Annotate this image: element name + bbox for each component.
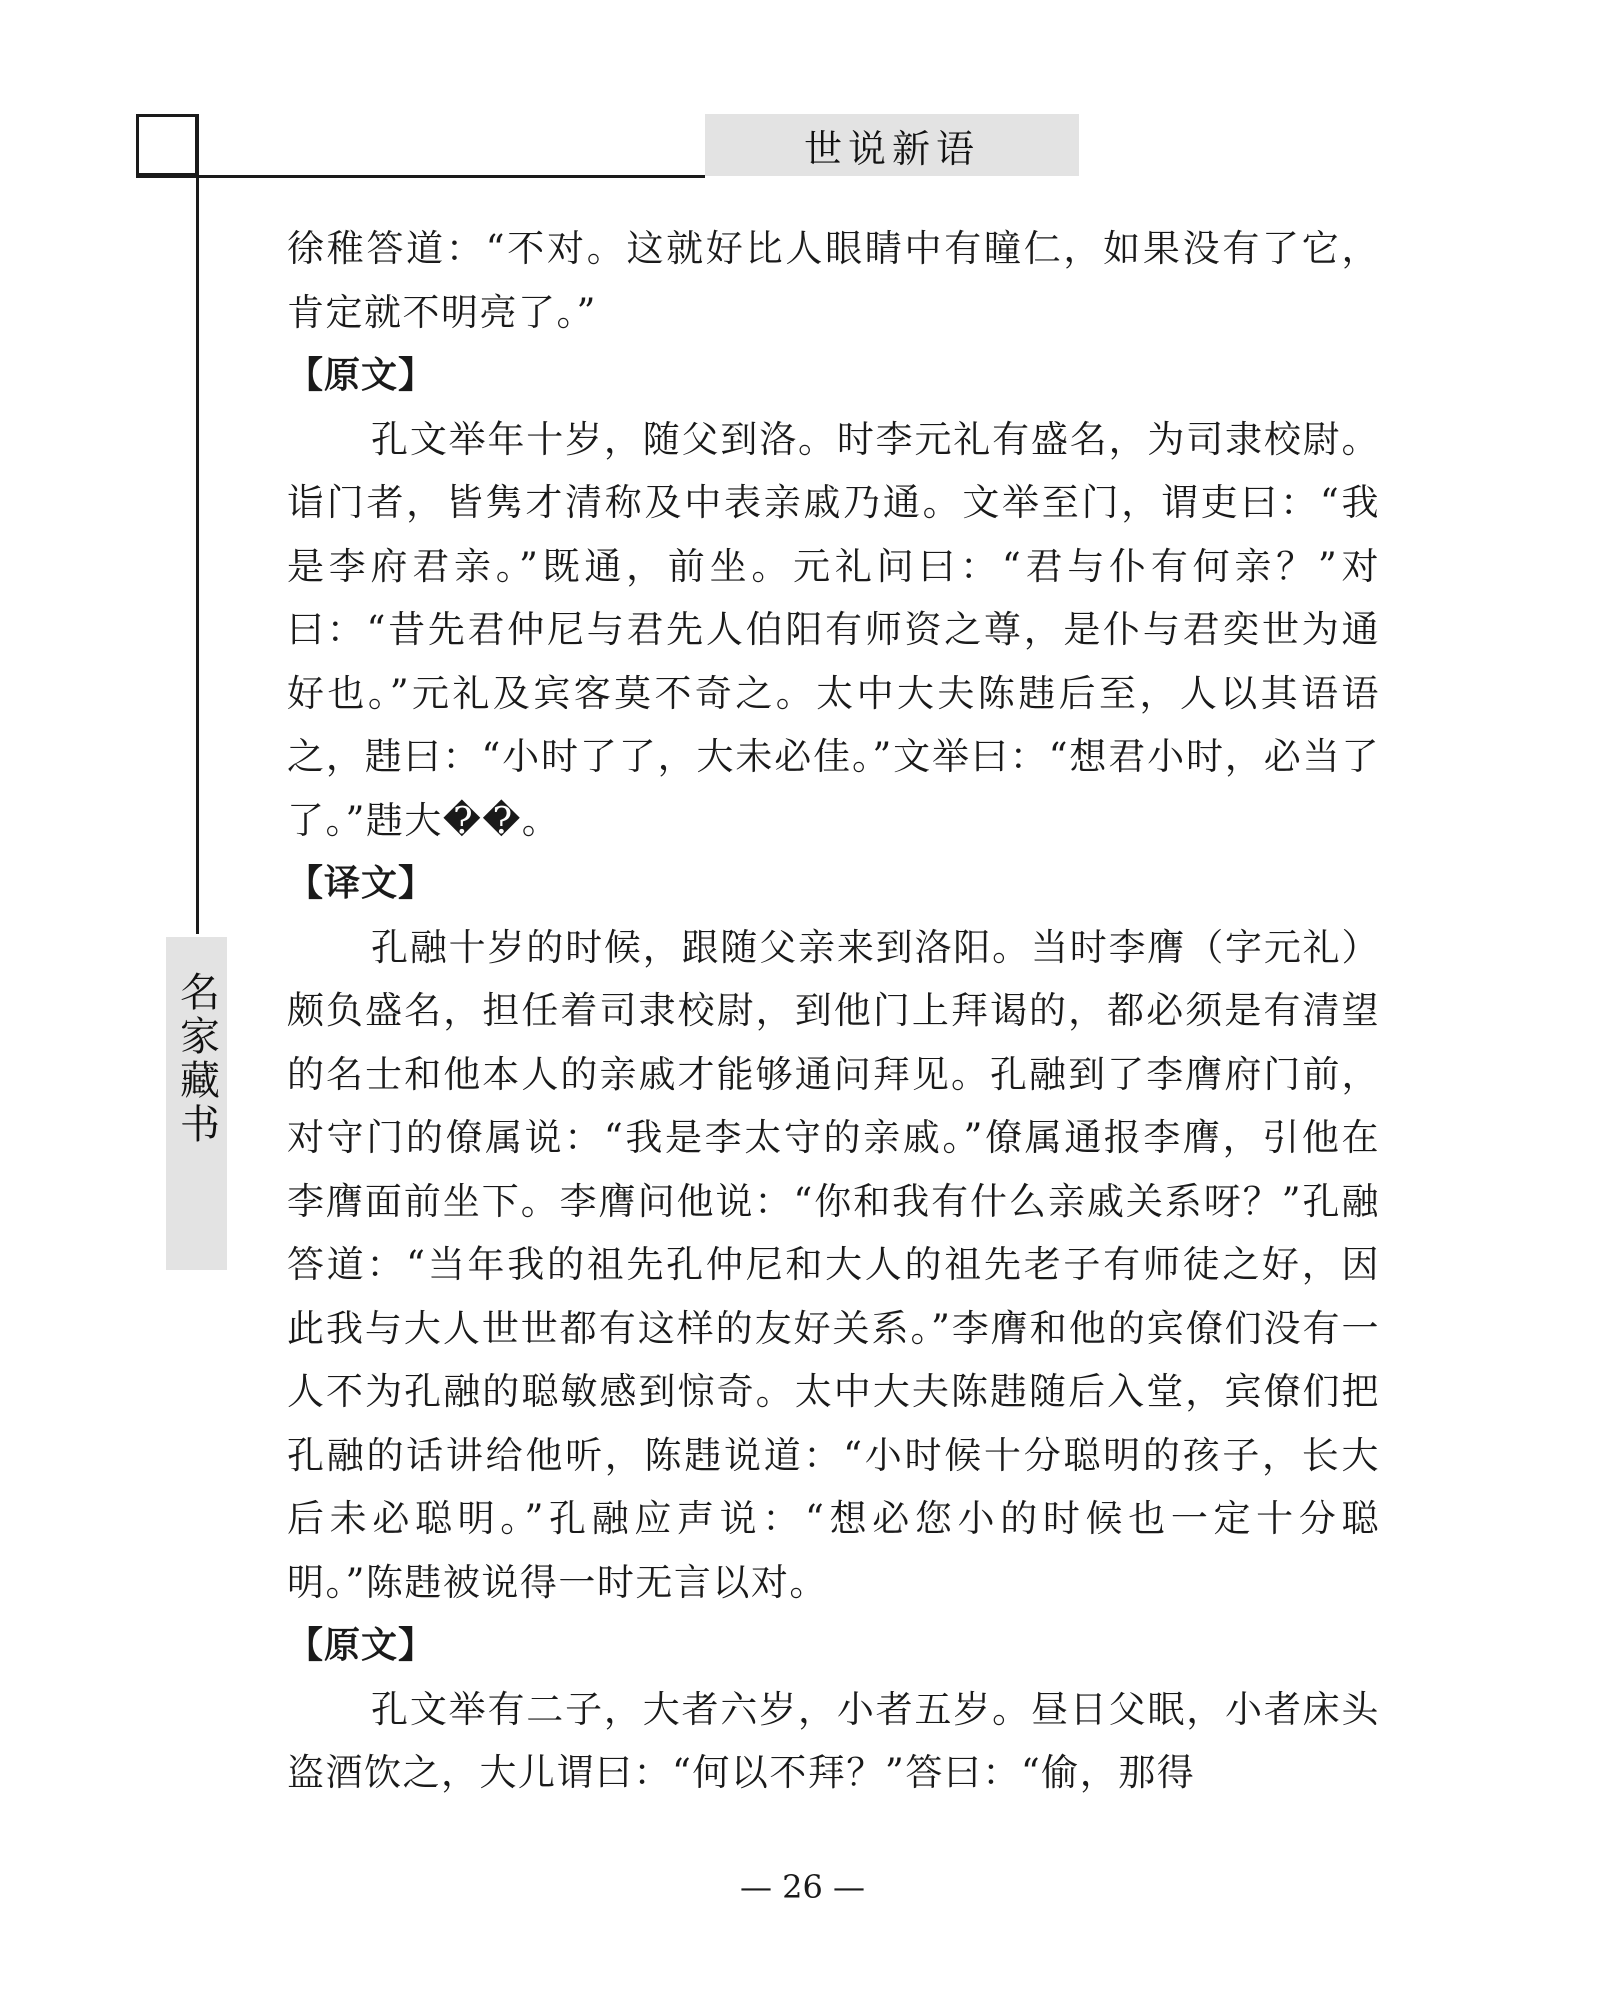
paragraph-original-text: 孔文举年十岁，随父到洛。时李元礼有盛名，为司隶校尉。诣门者，皆隽才清称及中表亲戚乃通。文举至门，谓吏曰：“我是李府君亲。”既通，前坐。元礼问曰：“君与仆有何亲？”对曰：“昔先君仲尼与君先人伯阳有师资之尊，是仆与君奕世为通好也。”元礼及宾客莫不奇之。太中大夫陈韪后至，人以其语语之，韪曰：“小时了了，大未必佳。”文举曰：“想君小时，必当了了。”韪大��。 <box>287 417 1380 842</box>
running-header <box>705 114 1079 176</box>
side-tab <box>166 937 227 1270</box>
paragraph-translation: 孔融十岁的时候，跟随父亲来到洛阳。当时李膺（字元礼）颇负盛名，担任着司隶校尉，到他门上拜谒的，都必须是有清望的名士和他本人的亲戚才能够通问拜见。孔融到了李膺府门前，对守门的僚属说：“我是李太守的亲戚。”僚属通报李膺，引他在李膺面前坐下。李膺问他说：“你和我有什么亲戚关系呀？”孔融答道：“当年我的祖先孔仲尼和大人的祖先老子有师徒之好，因此我与大人世世都有这样的友好关系。”李膺和他的宾僚们没有一人不为孔融的聪敏感到惊奇。太中大夫陈韪随后入堂，宾僚们把孔融的话讲给他听，陈韪说道：“小时候十分聪明的孩子，长大后未必聪明。”孔融应声说：“想必您小的时候也一定十分聪明。”陈韪被说得一时无言以对。 <box>287 925 1380 1604</box>
page-body <box>287 217 1380 1805</box>
header-rule <box>136 175 705 178</box>
paragraph-continued: 徐稚答道：“不对。这就好比人眼睛中有瞳仁，如果没有了它，肯定就不明亮了。” <box>287 227 1380 334</box>
section-heading-translation: 【译文】 <box>287 863 436 904</box>
side-rule <box>196 114 199 934</box>
paragraph-original-text-2: 孔文举有二子，大者六岁，小者五岁。昼日父眠，小者床头盗酒饮之，大儿谓曰：“何以不拜？”答曰：“偷，那得 <box>287 1687 1380 1794</box>
section-heading-original-2: 【原文】 <box>287 1625 436 1666</box>
corner-frame <box>136 114 198 176</box>
series-label: 名家藏书 <box>173 971 220 1147</box>
section-heading-original: 【原文】 <box>287 355 436 396</box>
book-title: 世说新语 <box>803 126 980 171</box>
page-number: — 26 — <box>739 1868 866 1906</box>
